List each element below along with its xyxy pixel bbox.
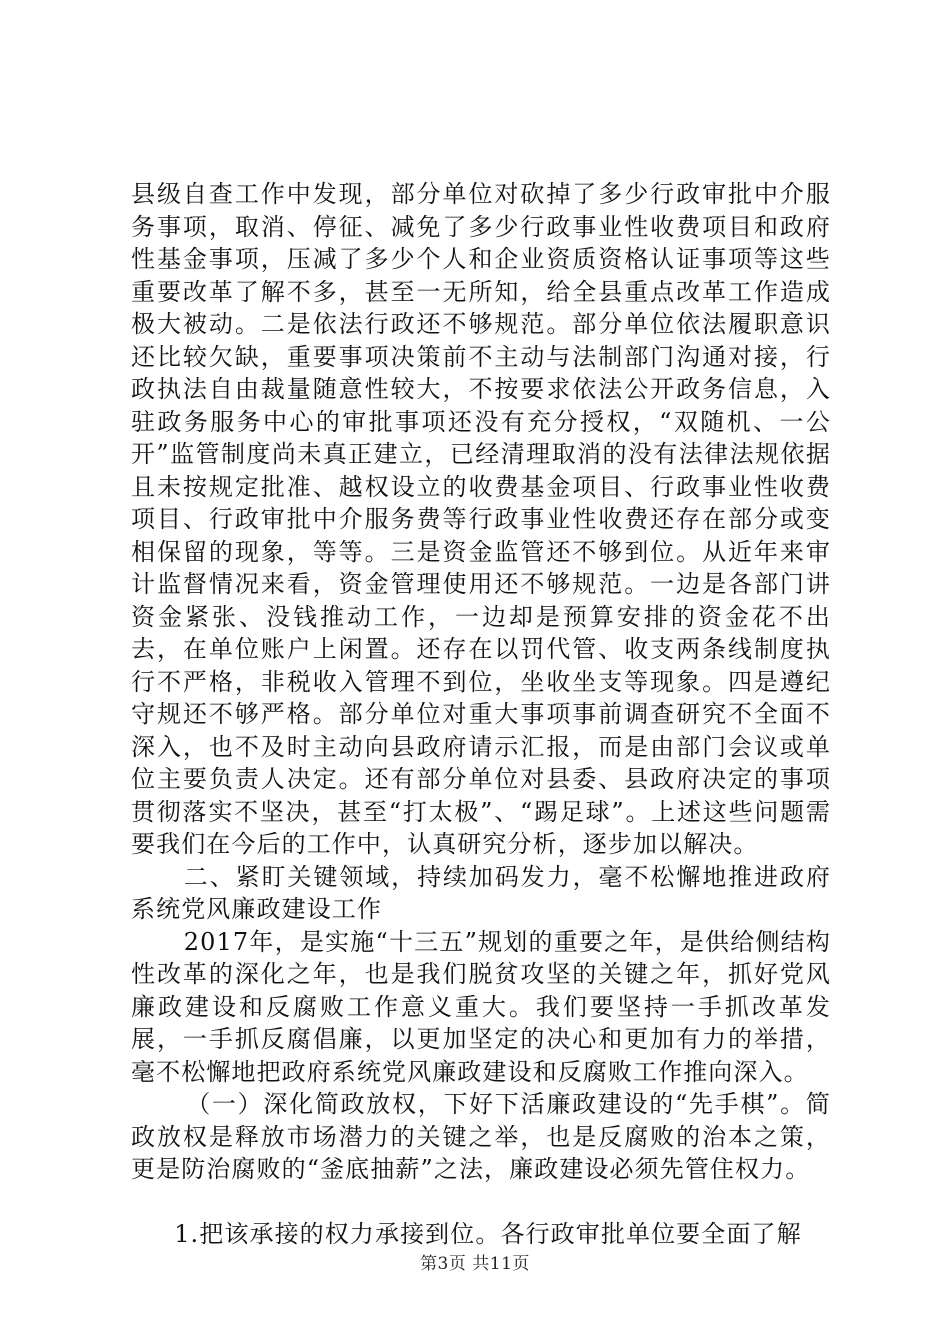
paragraph-item-1: 1.把该承接的权力承接到位。各行政审批单位要全面了解: [174, 1219, 802, 1248]
section-heading: 二、紧盯关键领域，持续加码发力，毫不松懈地推进政府系统党风廉政建设工作: [131, 862, 831, 923]
paragraph-findings: 县级自查工作中发现，部分单位对砍掉了多少行政审批中介服务事项，取消、停征、减免了多少行政事业性收费项目和政府性基金事项，压减了多少个人和企业资质资格认证事项等这些重要改革了解不多，甚至一无所知，给全县重点改革工作造成极大被动。二是依法行政还不够规范。部分单位依法履职意识还比较欠缺，重要事项决策前不主动与法制部门沟通对接，行政执法自由裁量随意性较大，不按要求依法公开政务信息，入驻政务服务中心的审批事项还没有充分授权，“双随机、一公开”监管制度尚未真正建立，已经清理取消的没有法律法规依据且未按规定批准、越权设立的收费基金项目、行政事业性收费项目、行政审批中介服务费等行政事业性收费还存在部分或变相保留的现象，等等。三是资金监管还不够到位。从近年来审计监督情况来看，资金管理使用还不够规范。一边是各部门讲资金紧张、没钱推动工作，一边却是预算安排的资金花不出去，在单位账户上闲置。还存在以罚代管、收支两条线制度执行不严格，非税收入管理不到位，坐收坐支等现象。四是遵纪守规还不够严格。部分单位对重大事项事前调查研究不全面不深入，也不及时主动向县政府请示汇报，而是由部门会议或单位主要负责人决定。还有部分单位对县委、县政府决定的事项贯彻落实不坚决，甚至“打太极”、“踢足球”。上述这些问题需要我们在今后的工作中，认真研究分析，逐步加以解决。: [131, 180, 831, 858]
paragraph-subsection-1: （一）深化简政放权，下好下活廉政建设的“先手棋”。简政放权是释放市场潜力的关键之举，也是反腐败的治本之策，更是防治腐败的“釜底抽薪”之法，廉政建设必须先管住权力。: [131, 1090, 831, 1183]
page-footer: 第3页 共11页: [420, 1254, 530, 1274]
paragraph-2017: 2017年，是实施“十三五”规划的重要之年，是供给侧结构性改革的深化之年，也是我们脱贫攻坚的关键之年，抓好党风廉政建设和反腐败工作意义重大。我们要坚持一手抓改革发展，一手抓反腐倡廉，以更加坚定的决心和更加有力的举措，毫不松懈地把政府系统党风廉政建设和反腐败工作推向深入。: [131, 927, 831, 1086]
document-body: [131, 178, 831, 1250]
